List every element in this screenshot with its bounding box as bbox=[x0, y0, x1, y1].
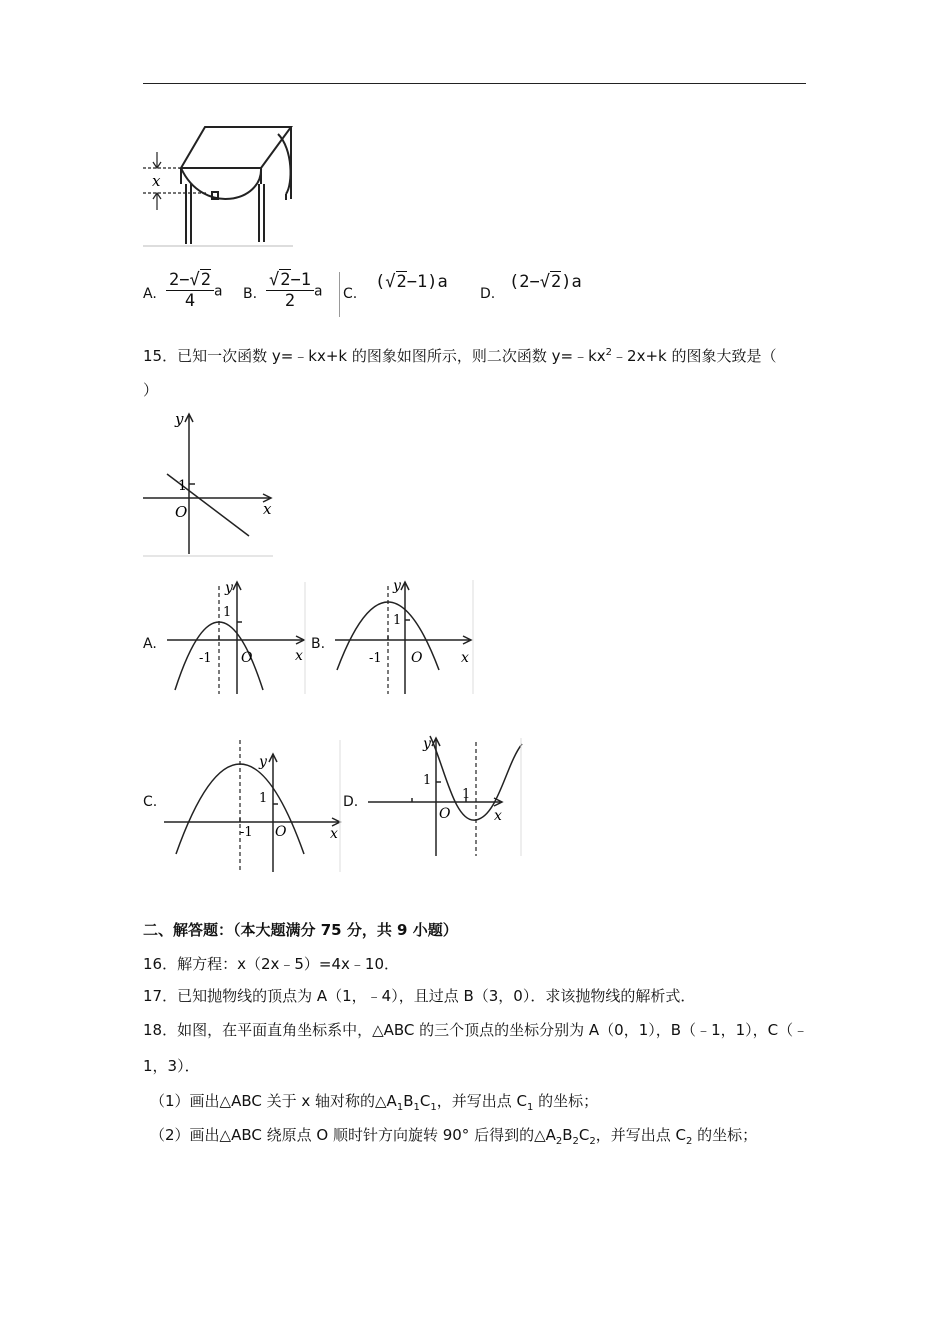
origin-label: O bbox=[241, 650, 253, 666]
y-axis-label: y bbox=[423, 736, 431, 752]
q15-option-c-label: C. bbox=[143, 794, 158, 810]
q18-sub2-s2: 2 bbox=[572, 1136, 579, 1147]
tick-label-neg1: -1 bbox=[240, 825, 253, 840]
q15-stem bbox=[143, 343, 777, 366]
q14-a-den: 4 bbox=[184, 291, 196, 311]
q18-sub1-s4: 1 bbox=[526, 1102, 534, 1113]
q17-text: 17．已知抛物线的顶点为 A（1，﹣4），且过点 B（3，0）．求该抛物线的解析式． bbox=[143, 987, 696, 1005]
q14-option-b bbox=[266, 270, 322, 311]
q18-sub2-e: 的坐标； bbox=[692, 1126, 758, 1144]
q15-option-b-label: B. bbox=[311, 636, 326, 652]
q14-b-unit: a bbox=[313, 283, 323, 300]
sqrt-icon: √ bbox=[189, 270, 200, 290]
x-axis-label: x bbox=[330, 826, 338, 842]
q15-option-a-label: A. bbox=[143, 636, 157, 652]
q14-a-num-a: 2 bbox=[169, 270, 180, 290]
q18-sub1-b: B bbox=[403, 1092, 414, 1110]
tick-label-1: 1 bbox=[393, 613, 402, 628]
q14-d-open: (2− bbox=[509, 272, 540, 292]
y-axis-label: y bbox=[393, 578, 401, 594]
origin-label: O bbox=[275, 824, 287, 840]
q18-sub2-a: （2）画出△ABC 绕原点 O 顺时针方向旋转 90° 后得到的△A bbox=[150, 1126, 556, 1144]
q15-stem-line2: ） bbox=[143, 381, 159, 399]
table-x-label: x bbox=[152, 172, 161, 190]
sqrt-icon: √ bbox=[385, 272, 396, 292]
q15-option-c-graph bbox=[164, 738, 342, 874]
table-top bbox=[181, 127, 291, 168]
q18-sub2-d: ，并写出点 C bbox=[595, 1126, 687, 1144]
q18-sub1-e: 的坐标； bbox=[533, 1092, 599, 1110]
q15-option-d-graph bbox=[368, 734, 524, 858]
q14-c-open: ( bbox=[375, 272, 386, 292]
q14-option-d bbox=[509, 272, 582, 292]
tick-label-x1: 1 bbox=[462, 787, 471, 802]
tick-label-neg1: -1 bbox=[369, 651, 382, 666]
q18-sub2-s3: 2 bbox=[589, 1136, 596, 1147]
q18-sub2-s1: 2 bbox=[555, 1136, 563, 1147]
q14-a-num-rad: 2 bbox=[200, 270, 211, 290]
tick-label-1: 1 bbox=[223, 605, 232, 620]
q18-sub1-s1: 1 bbox=[396, 1102, 404, 1113]
x-axis-label: x bbox=[461, 650, 469, 666]
q15-stem-sup: 2 bbox=[605, 347, 613, 358]
q18-sub1-s2: 1 bbox=[413, 1102, 420, 1113]
q15-stem-part2: ﹣2x+k 的图象大致是（ bbox=[612, 347, 777, 365]
origin-label: O bbox=[175, 503, 188, 521]
x-axis-label: x bbox=[295, 648, 303, 664]
q14-option-d-label: D. bbox=[480, 286, 496, 302]
q18-sub1 bbox=[150, 1091, 598, 1118]
q14-c-rad: 2 bbox=[396, 272, 407, 292]
q14-b-num-rest: −1 bbox=[290, 270, 311, 290]
x-axis-label: x bbox=[494, 808, 502, 824]
q14-option-c bbox=[375, 272, 448, 292]
q14-a-unit: a bbox=[214, 283, 223, 300]
q18-sub2 bbox=[150, 1125, 757, 1152]
x-axis-label: x bbox=[263, 500, 272, 518]
q14-option-a bbox=[166, 270, 222, 311]
section-heading: 二、解答题：（本大题满分 75 分，共 9 小题） bbox=[143, 921, 458, 939]
q15-stem-part1: 15．已知一次函数 y=﹣kx+k 的图象如图所示，则二次函数 y=﹣kx bbox=[143, 347, 606, 365]
table-leaf-curve bbox=[181, 168, 261, 199]
tick-label-1: 1 bbox=[259, 791, 268, 806]
sqrt-icon: √ bbox=[539, 272, 550, 292]
q15-option-b-graph bbox=[333, 578, 475, 696]
linear-function-graph bbox=[143, 410, 277, 558]
q14-d-rest: )a bbox=[561, 272, 582, 292]
q15-option-a-graph bbox=[167, 578, 307, 696]
q18-sub2-s4: 2 bbox=[686, 1136, 693, 1147]
y-axis-label: y bbox=[225, 580, 233, 596]
q14-b-den: 2 bbox=[284, 291, 296, 311]
q18-sub1-s3: 1 bbox=[430, 1102, 437, 1113]
q16-text: 16．解方程：x（2x﹣5）=4x﹣10． bbox=[143, 955, 400, 973]
q15-option-d-label: D. bbox=[343, 794, 359, 810]
q18-sub1-c: C bbox=[419, 1092, 431, 1110]
q14-option-c-label: C. bbox=[343, 286, 358, 302]
q14-d-rad: 2 bbox=[550, 272, 562, 292]
origin-label: O bbox=[439, 806, 451, 822]
q18-sub2-b: B bbox=[562, 1126, 573, 1144]
q18-sub1-d: ，并写出点 C bbox=[436, 1092, 527, 1110]
tick-label-neg1: -1 bbox=[199, 651, 212, 666]
table-figure bbox=[143, 124, 295, 248]
y-axis-label: y bbox=[175, 410, 184, 428]
q18-text-line1: 18．如图，在平面直角坐标系中，△ABC 的三个顶点的坐标分别为 A（0，1），B（﹣1，1），C（﹣ bbox=[143, 1021, 809, 1039]
header-rule bbox=[143, 83, 806, 84]
sqrt-icon: √ bbox=[269, 270, 280, 290]
q14-a-num-op: − bbox=[179, 270, 190, 290]
y-axis-label: y bbox=[259, 754, 267, 770]
q14-b-num-rad: 2 bbox=[280, 270, 291, 290]
q18-sub1-a: （1）画出△ABC 关于 x 轴对称的△A bbox=[150, 1092, 397, 1110]
q18-text-line2: 1，3）． bbox=[143, 1057, 200, 1075]
tick-label-1: 1 bbox=[178, 478, 187, 494]
divider bbox=[339, 272, 340, 317]
origin-label: O bbox=[411, 650, 423, 666]
q18-sub2-c: C bbox=[578, 1126, 590, 1144]
q14-c-rest: −1)a bbox=[406, 272, 448, 292]
q14-option-a-label: A. bbox=[143, 286, 157, 302]
tick-label-1: 1 bbox=[423, 773, 432, 788]
q14-option-b-label: B. bbox=[243, 286, 258, 302]
